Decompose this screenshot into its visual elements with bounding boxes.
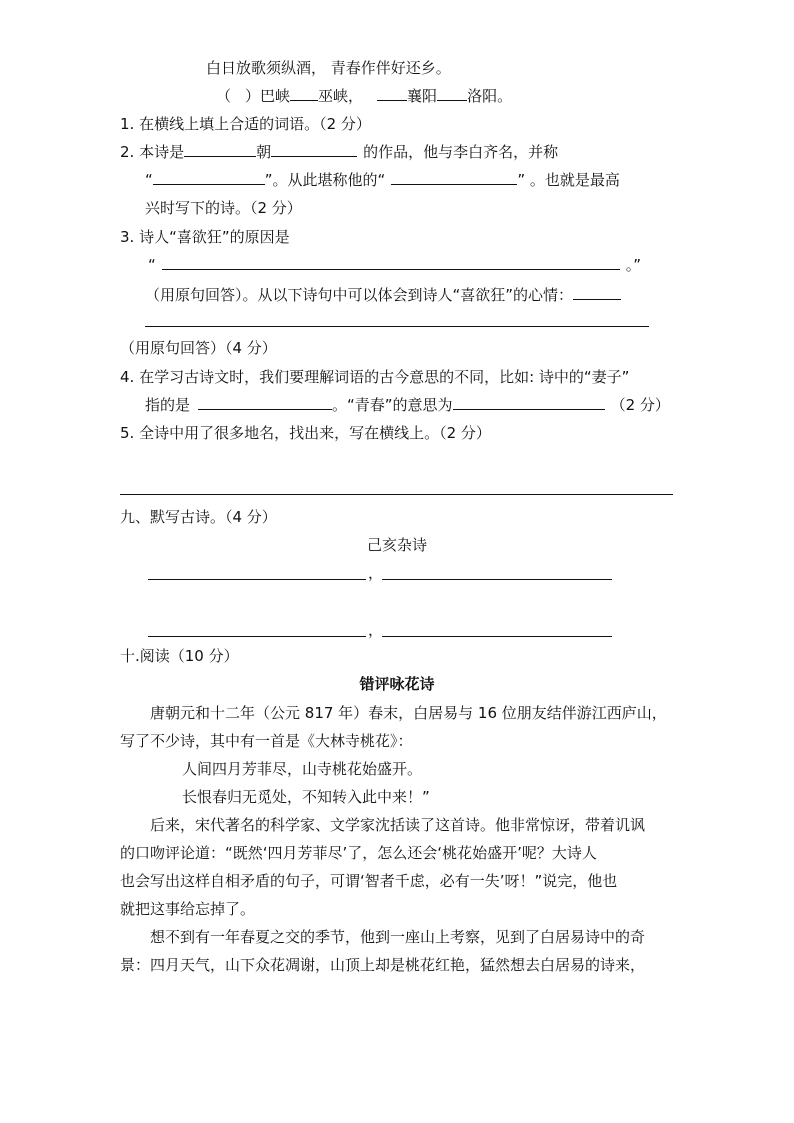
q3-close-quote: 。” xyxy=(625,256,642,274)
paragraph-3-line-2: 景：四月天气，山下众花凋谢，山顶上却是桃花红艳，猛然想去白居易的诗来， xyxy=(120,956,646,974)
section-10-heading: 十.阅读（10 分） xyxy=(120,647,239,665)
q2-blank-praise[interactable] xyxy=(391,170,517,185)
poem-title: 己亥杂诗 xyxy=(366,536,427,554)
question-5: 5. 全诗中用了很多地名，找出来，写在横线上。（2 分） xyxy=(120,424,491,442)
route-text-3: 襄阳 xyxy=(407,87,438,105)
q2-blank-dynasty[interactable] xyxy=(184,142,256,157)
paragraph-1-line-1: 唐朝元和十二年（公元 817 年）春末，白居易与 16 位朋友结伴游江西庐山， xyxy=(150,704,667,722)
question-4-line-2 xyxy=(145,395,670,415)
q4-text-c: 。“青春”的意思为 xyxy=(332,396,453,414)
question-2-line-3: 兴时写下的诗。（2 分） xyxy=(145,199,302,217)
section-9-heading: 九、默写古诗。（4 分） xyxy=(120,508,277,526)
q3-blank-reason[interactable] xyxy=(162,255,620,270)
poem-blank-3[interactable] xyxy=(148,636,366,637)
verse-line-2: 长恨春归无觅处，不知转入此中来！” xyxy=(182,788,430,806)
q4-blank-wife[interactable] xyxy=(198,395,332,410)
poem-blank-2[interactable] xyxy=(382,579,612,580)
question-3-line-2 xyxy=(148,255,641,275)
q4-blank-youth[interactable] xyxy=(453,395,605,410)
route-blank-0[interactable] xyxy=(231,87,245,101)
q2-text-e: ” 。也就是最高 xyxy=(517,171,620,189)
paragraph-3-line-1: 想不到有一年春夏之交的季节，他到一座山上考察，见到了白居易诗中的奇 xyxy=(150,928,646,946)
paragraph-2-line-2: 的口吻评论道：“既然‘四月芳菲尽’了，怎么还会‘桃花始盛开’呢？大诗人 xyxy=(120,844,597,862)
poem-comma-2: ， xyxy=(368,621,384,639)
verse-line-1: 人间四月芳菲尽，山寺桃花始盛开。 xyxy=(182,760,423,778)
q3-blank-mood-a[interactable] xyxy=(573,285,621,300)
paragraph-2-line-1: 后来，宋代著名的科学家、文学家沈括读了这首诗。他非常惊讶，带着讥讽 xyxy=(150,816,646,834)
question-3-line-3 xyxy=(145,285,621,305)
q2-blank-title[interactable] xyxy=(153,170,265,185)
poem-blank-4[interactable] xyxy=(382,636,612,637)
poem-blank-1[interactable] xyxy=(148,579,366,580)
q3-blank-mood-b[interactable] xyxy=(145,326,649,327)
question-4-line-1: 4. 在学习古诗文时，我们要理解词语的古今意思的不同，比如: 诗中的“妻子” xyxy=(120,368,630,386)
route-text-1: ）巴峡 xyxy=(245,87,291,105)
q3-text-c: （用原句回答）。从以下诗句中可以体会到诗人“喜欲狂”的心情： xyxy=(145,286,574,304)
question-3-line-1: 3. 诗人“喜欲狂”的原因是 xyxy=(120,228,290,246)
q2-text-a: 2. 本诗是 xyxy=(120,143,185,161)
route-text-2: 巫峡， xyxy=(318,87,364,105)
route-text-4: 洛阳。 xyxy=(467,87,513,105)
paragraph-2-line-4: 就把这事给忘掉了。 xyxy=(120,900,256,918)
reading-title: 错评咏花诗 xyxy=(359,675,435,693)
q2-text-d-close: ”。从此堪称他的“ xyxy=(264,171,386,189)
poem-comma-1: ， xyxy=(368,564,384,582)
route-blank-2[interactable] xyxy=(377,86,407,101)
q4-text-b: 指的是 xyxy=(145,396,191,414)
q2-text-d-open: “ xyxy=(145,171,153,189)
q5-answer-line[interactable] xyxy=(120,494,673,495)
question-1: 1. 在横线上填上合适的词语。（2 分） xyxy=(120,115,371,133)
route-line xyxy=(216,86,512,106)
route-blank-1[interactable] xyxy=(290,86,318,101)
q3-open-quote: “ xyxy=(148,256,156,274)
route-open-paren: （ xyxy=(216,87,232,105)
question-2-line-2 xyxy=(145,170,620,190)
q2-text-c: 的作品，他与李白齐名，并称 xyxy=(363,143,559,161)
question-2-line-1 xyxy=(120,142,558,162)
route-blank-3[interactable] xyxy=(437,86,467,101)
question-3-line-4: （用原句回答）（4 分） xyxy=(120,339,277,357)
paragraph-1-line-2: 写了不少诗，其中有一首是《大林寺桃花》： xyxy=(120,732,413,750)
paragraph-2-line-3: 也会写出这样自相矛盾的句子，可谓‘智者千虑，必有一失’呀！”说完，他也 xyxy=(120,872,618,890)
q2-blank-period[interactable] xyxy=(271,142,357,157)
q2-text-b: 朝 xyxy=(256,143,272,161)
poem-line: 白日放歌须纵酒， 青春作伴好还乡。 xyxy=(206,59,451,77)
q4-text-d: （2 分） xyxy=(610,396,670,414)
